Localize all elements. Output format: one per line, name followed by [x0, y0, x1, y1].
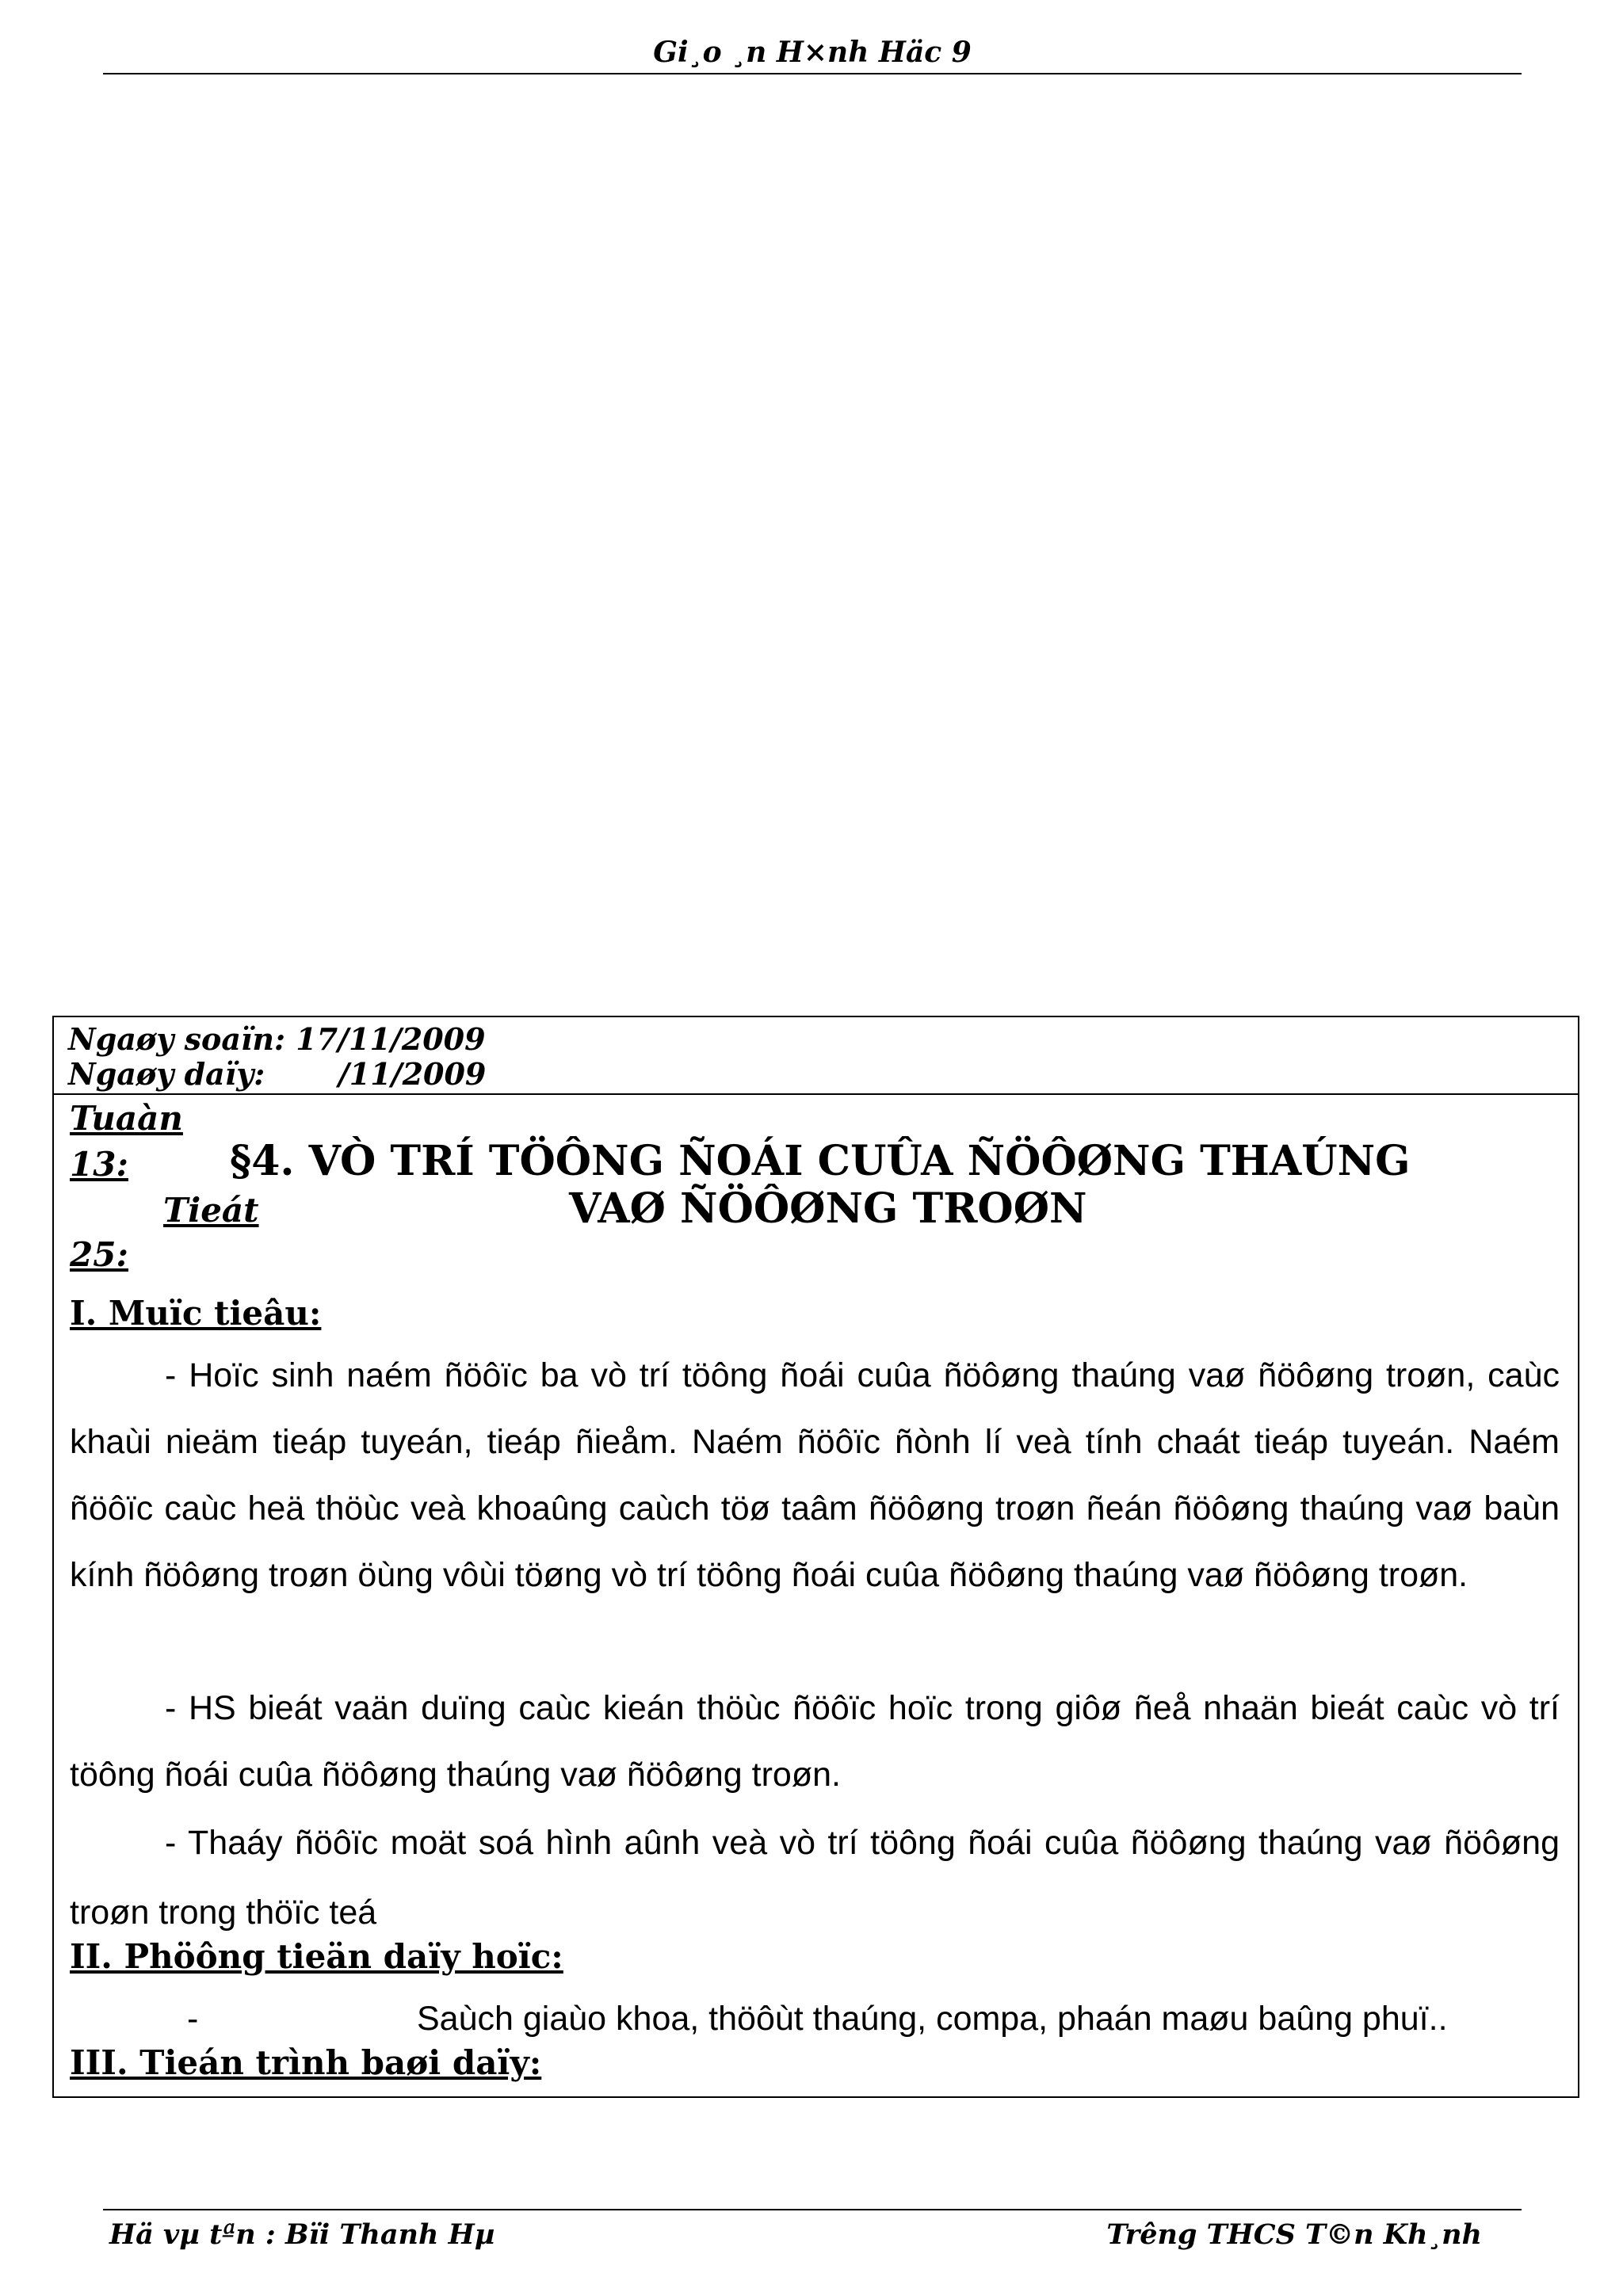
objective-skills: - HS bieát vaän duïng caùc kieán thöùc ñöôïc hoïc trong giôø ñeå nhaän bieát caùc vò trí töông ñoái cuûa ñöôøng thaúng vaø ñöôøng troøn. — [70, 1689, 1560, 1794]
header-title: Gi¸o ¸n H×nh Häc 9 — [653, 36, 972, 69]
period-number: 25: — [70, 1235, 128, 1274]
lesson-title-line1: §4. VÒ TRÍ TÖÔNG ÑOÁI CUÛA ÑÖÔØNG THAÚNG — [230, 1137, 1411, 1185]
dates-block — [54, 1017, 1578, 1095]
objective-knowledge: - Hoïc sinh naém ñöôïc ba vò trí töông ñoái cuûa ñöôøng thaúng vaø ñöôøng troøn, caùc khaùi nieäm tieáp tuyeán, tieáp ñieåm. Naém ñöôïc ñònh lí veà tính chaát tieáp tuyeán. Naém ñöôïc caùc heä thöùc veà khoaûng caùch töø taâm ñöôøng troøn ñeán ñöôøng thaúng vaø baùn kính ñöôøng troøn öùng vôùi töøng vò trí töông ñoái cuûa ñöôøng thaúng vaø ñöôøng troøn. — [70, 1356, 1560, 1594]
materials-dash: - — [187, 2000, 199, 2038]
date-taught: Ngaøy daïy: /11/2009 — [68, 1056, 487, 1092]
page-footer — [103, 2209, 1522, 2258]
section-materials-heading: II. Phöông tieän daïy hoïc: — [70, 1937, 563, 1976]
lesson-box — [52, 1016, 1579, 2098]
date-prepared: Ngaøy soaïn: 17/11/2009 — [68, 1021, 486, 1057]
page-header — [103, 32, 1522, 74]
period-label: Tieát — [163, 1191, 259, 1230]
footer-school: Trêng THCS T©n Kh¸nh — [1106, 2218, 1482, 2251]
week-label: Tuaàn — [70, 1099, 183, 1138]
section-objectives-heading: I. Muïc tieâu: — [70, 1294, 322, 1333]
footer-teacher: Hä vµ tªn : Bïi Thanh Hµ — [109, 2218, 495, 2251]
section-procedure-heading: III. Tieán trình baøi daïy: — [70, 2043, 542, 2082]
week-number: 13: — [70, 1145, 128, 1184]
materials-list: Saùch giaùo khoa, thöôùt thaúng, compa, phaán maøu baûng phuï.. — [417, 2000, 1448, 2038]
objective-attitude: - Thaáy ñöôïc moät soá hình aûnh veà vò trí töông ñoái cuûa ñöôøng thaúng vaø ñöôøng troøn trong thöïc teá — [70, 1824, 1560, 1932]
lesson-title-line2: VAØ ÑÖÔØNG TROØN — [569, 1184, 1087, 1233]
